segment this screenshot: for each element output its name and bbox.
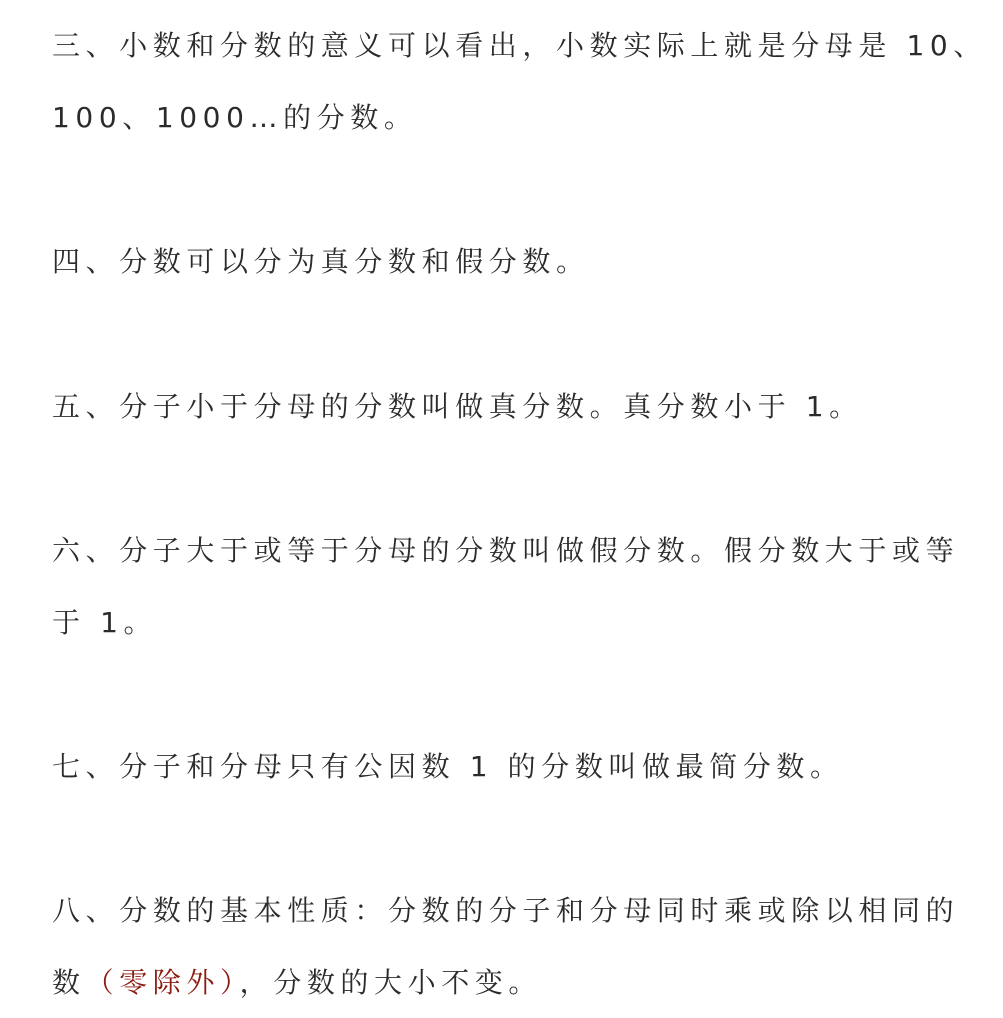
zero-excluded-highlight: （零除外）	[85, 966, 240, 999]
paragraph-4-line-1: 四、分数可以分为真分数和假分数。	[52, 245, 590, 278]
paragraph-6-line-1: 六、分子大于或等于分母的分数叫做假分数。假分数大于或等	[52, 534, 960, 567]
paragraph-3-line-1: 三、小数和分数的意义可以看出，小数实际上就是分母是 10、	[52, 29, 987, 62]
paragraph-5-line-1: 五、分子小于分母的分数叫做真分数。真分数小于 1。	[52, 390, 863, 423]
paragraph-8-line-1: 八、分数的基本性质：分数的分子和分母同时乘或除以相同的	[52, 894, 960, 927]
paragraph-8-line-2-start: 数	[52, 966, 86, 999]
paragraph-3-line-2: 100、1000…的分数。	[52, 101, 418, 134]
paragraph-8-line-2-end: ，分数的大小不变。	[239, 966, 543, 999]
paragraph-6-line-2: 于 1。	[52, 606, 158, 639]
paragraph-8-line-2	[52, 965, 542, 1001]
paragraph-7-line-1: 七、分子和分母只有公因数 1 的分数叫做最简分数。	[52, 750, 844, 783]
